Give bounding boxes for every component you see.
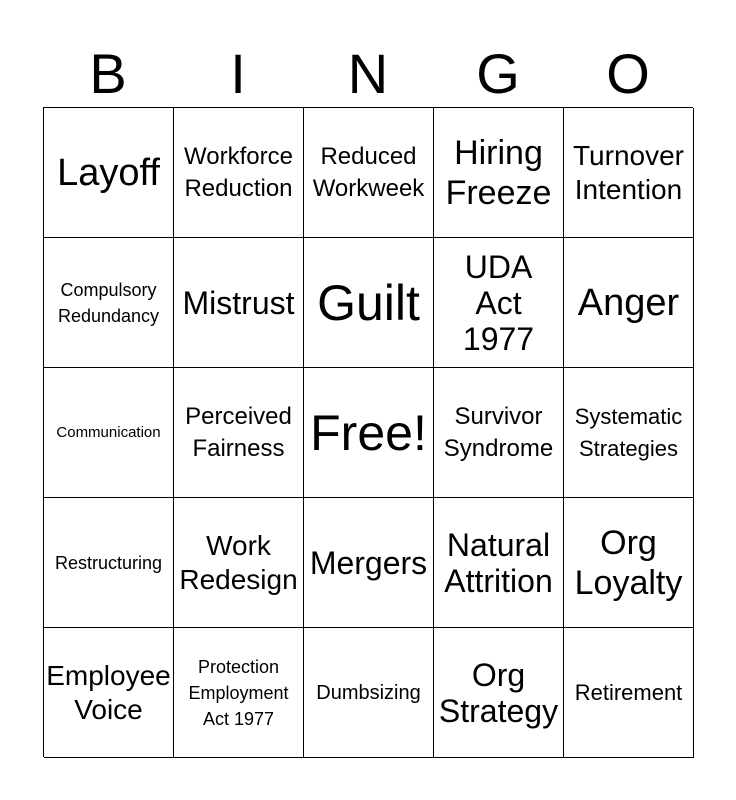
bingo-cell-r4-c1[interactable]	[174, 628, 304, 758]
bingo-cell-r2-c4[interactable]	[564, 368, 694, 498]
cell-label: Org Strategy	[438, 656, 559, 729]
cell-label: Reduced Workweek	[312, 142, 425, 202]
cell-label: Retirement	[574, 679, 683, 705]
bingo-cell-r1-c1[interactable]	[174, 238, 304, 368]
cell-label: Systematic Strategies	[574, 403, 683, 461]
cell-label: Dumbsizing	[316, 681, 421, 704]
cell-label: UDA Act 1977	[462, 248, 535, 357]
bingo-cell-r0-c0[interactable]	[44, 108, 174, 238]
bingo-cell-r3-c4[interactable]	[564, 498, 694, 628]
cell-label: Mergers	[309, 544, 428, 581]
bingo-cell-r1-c3[interactable]	[434, 238, 564, 368]
free-space: Free!	[310, 404, 427, 461]
bingo-cell-r3-c2[interactable]	[304, 498, 434, 628]
bingo-cell-r2-c0[interactable]	[44, 368, 174, 498]
bingo-cell-r4-c2[interactable]	[304, 628, 434, 758]
bingo-cell-r3-c0[interactable]	[44, 498, 174, 628]
bingo-board	[43, 107, 693, 757]
cell-label: Workforce Reduction	[184, 142, 293, 202]
cell-label: Natural Attrition	[444, 526, 553, 599]
cell-label: Restructuring	[54, 552, 163, 573]
bingo-cell-r2-c2[interactable]	[304, 368, 434, 498]
cell-label: Communication	[56, 423, 161, 441]
cell-label: Hiring Freeze	[445, 133, 552, 212]
header-letter-g: G	[476, 42, 520, 105]
bingo-cell-r1-c0[interactable]	[44, 238, 174, 368]
cell-label: Perceived Fairness	[185, 402, 292, 462]
cell-label: Guilt	[317, 274, 420, 331]
header-letter-i: I	[230, 42, 246, 105]
cell-label: Mistrust	[182, 284, 295, 321]
header-letter-n: N	[347, 42, 389, 105]
bingo-cell-r0-c4[interactable]	[564, 108, 694, 238]
cell-label: Employee Voice	[46, 659, 171, 725]
cell-label: Survivor Syndrome	[443, 402, 554, 462]
bingo-cell-r3-c1[interactable]	[174, 498, 304, 628]
bingo-cell-r1-c2[interactable]	[304, 238, 434, 368]
cell-label: Anger	[577, 281, 680, 324]
cell-label: Org Loyalty	[574, 523, 683, 602]
cell-label: Compulsory Redundancy	[57, 279, 160, 326]
bingo-cell-r0-c3[interactable]	[434, 108, 564, 238]
bingo-cell-r0-c1[interactable]	[174, 108, 304, 238]
header-letter-b: B	[89, 42, 127, 105]
header-letter-o: O	[606, 42, 650, 105]
bingo-header	[43, 42, 693, 106]
cell-label: Layoff	[57, 151, 160, 194]
cell-label: Turnover Intention	[572, 139, 684, 205]
bingo-cell-r0-c2[interactable]	[304, 108, 434, 238]
bingo-cell-r4-c4[interactable]	[564, 628, 694, 758]
bingo-cell-r4-c3[interactable]	[434, 628, 564, 758]
bingo-cell-r4-c0[interactable]	[44, 628, 174, 758]
bingo-cell-r2-c3[interactable]	[434, 368, 564, 498]
cell-label: Protection Employment Act 1977	[188, 656, 289, 729]
bingo-cell-r3-c3[interactable]	[434, 498, 564, 628]
bingo-cell-r1-c4[interactable]	[564, 238, 694, 368]
cell-label: Work Redesign	[179, 529, 298, 595]
bingo-cell-r2-c1[interactable]	[174, 368, 304, 498]
